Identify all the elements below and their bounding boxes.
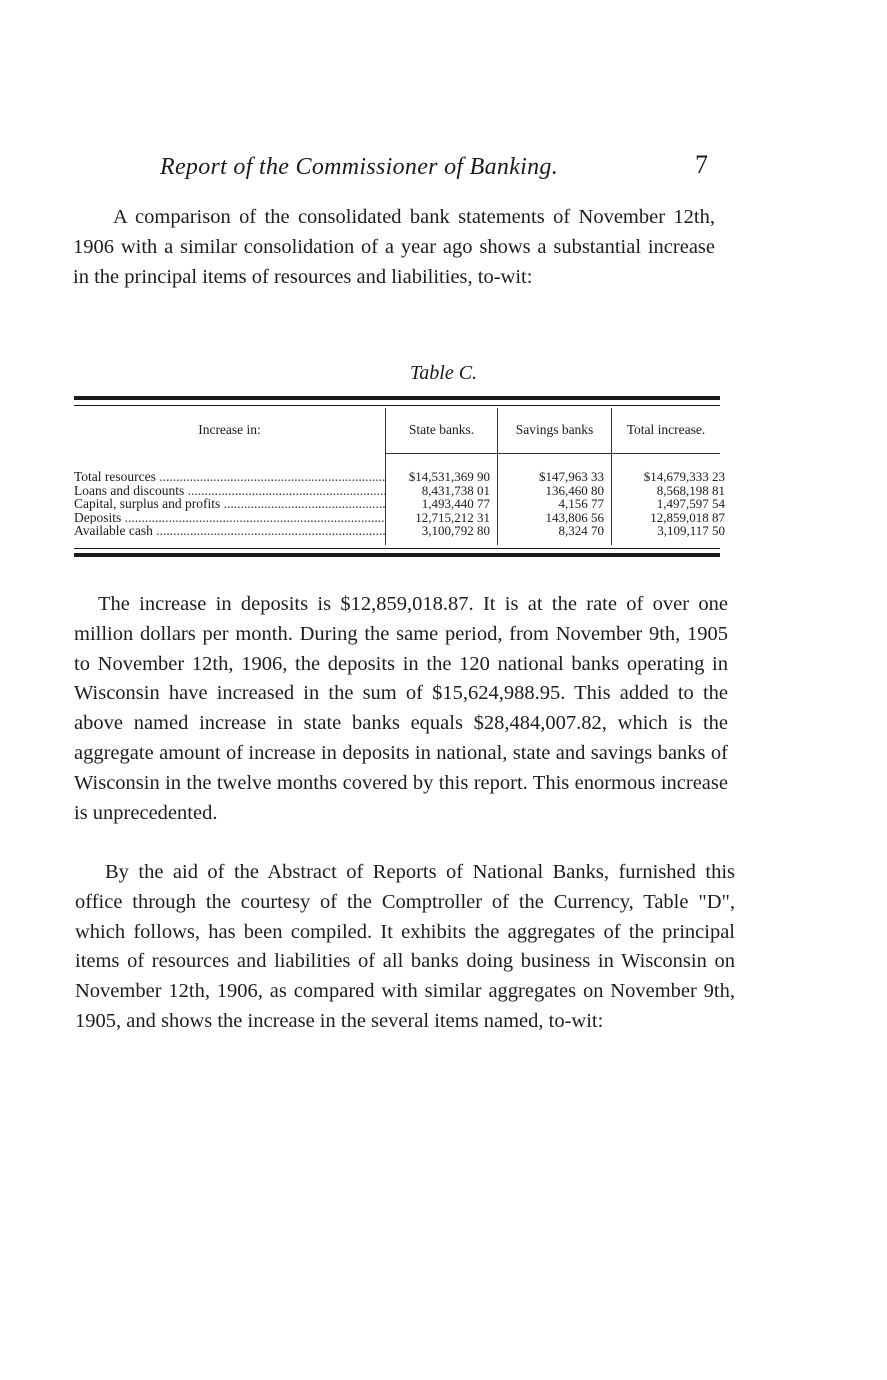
- body-paragraph-deposits: The increase in deposits is $12,859,018.87. It is at the rate of over one million dollars per month. During the same period, from November 9th, 1905 to November 12th, 1906, the deposits in the 120 national banks operating in Wisconsin have increased in the sum of $15,624,988.95. This added to the above named increase in state banks equals $28,484,007.82, which is the aggregate amount of increase in deposits in national, state and savings banks of Wisconsin in the twelve months covered by this report. This enormous increase is unprecedented.: [74, 593, 728, 824]
- table-top-rule: [74, 396, 720, 400]
- row-labels: [74, 470, 386, 538]
- table-cell: 3,109,117 50: [657, 523, 725, 538]
- row-label-available-cash: Available cash .....: [74, 524, 386, 538]
- page-number: 7: [695, 150, 708, 179]
- page-header: [160, 150, 720, 186]
- total-increase-column: [612, 470, 725, 538]
- column-header-savings-banks: Savings banks: [515, 422, 594, 437]
- row-label-deposits: Deposits .....: [74, 511, 386, 525]
- table-c: [74, 396, 725, 562]
- table-cell: 12,715,212 31: [415, 509, 490, 525]
- table-cell: 1,497,597 54: [656, 496, 725, 511]
- header-underline: [498, 453, 611, 454]
- table-cell: $14,679,333 23: [643, 469, 725, 484]
- table-cell: 4,156 77: [558, 496, 604, 511]
- table-bottom-rule: [74, 553, 720, 557]
- savings-banks-column: [498, 470, 604, 538]
- table-cell: 8,431,738 01: [421, 482, 490, 498]
- intro-paragraph: A comparison of the consolidated bank statements of November 12th, 1906 with a similar consolidation of a year ago shows a substantial increase in the principal items of resources and liabilities, to-wit:: [73, 206, 715, 288]
- column-header-increase-in: Increase in:: [198, 422, 261, 437]
- header-underline: [612, 453, 720, 454]
- state-banks-column: [386, 470, 490, 538]
- table-cell: $14,531,369 90: [408, 469, 490, 484]
- table-cell: 12,859,018 87: [650, 509, 725, 525]
- body-paragraph-table-d-intro: By the aid of the Abstract of Reports of National Banks, furnished this office through the courtesy of the Comptroller of the Currency, Table "D", which follows, has been compiled. It exhibits the aggregates of the principal items of resources and liabilities of all banks doing business in Wisconsin on November 12th, 1906, as compared with similar aggregates on November 9th, 1905, and shows the increase in the several items named, to-wit:: [75, 861, 735, 1032]
- header-underline: [386, 453, 497, 454]
- table-cell: 1,493,440 77: [421, 496, 490, 511]
- table-cell: $147,963 33: [539, 469, 604, 484]
- table-bottom-thin-rule: [74, 548, 720, 549]
- row-label-loans-and-discounts: Loans and discounts .....: [74, 484, 386, 498]
- table-top-thin-rule: [74, 405, 720, 406]
- column-header-state-banks: State banks.: [408, 422, 475, 437]
- table-caption: Table C.: [409, 362, 478, 384]
- row-label-capital-surplus-profits: Capital, surplus and profits .....: [74, 497, 386, 511]
- table-cell: 8,324 70: [558, 523, 604, 538]
- table-cell: 143,806 56: [545, 509, 604, 525]
- running-title: Report of the Commissioner of Banking.: [160, 154, 559, 180]
- row-label-total-resources: Total resources .....: [74, 470, 386, 484]
- table-cell: 136,460 80: [545, 482, 604, 498]
- column-header-total-increase: Total increase.: [626, 422, 706, 437]
- table-cell: 8,568,198 81: [656, 482, 725, 498]
- table-cell: 3,100,792 80: [421, 523, 490, 538]
